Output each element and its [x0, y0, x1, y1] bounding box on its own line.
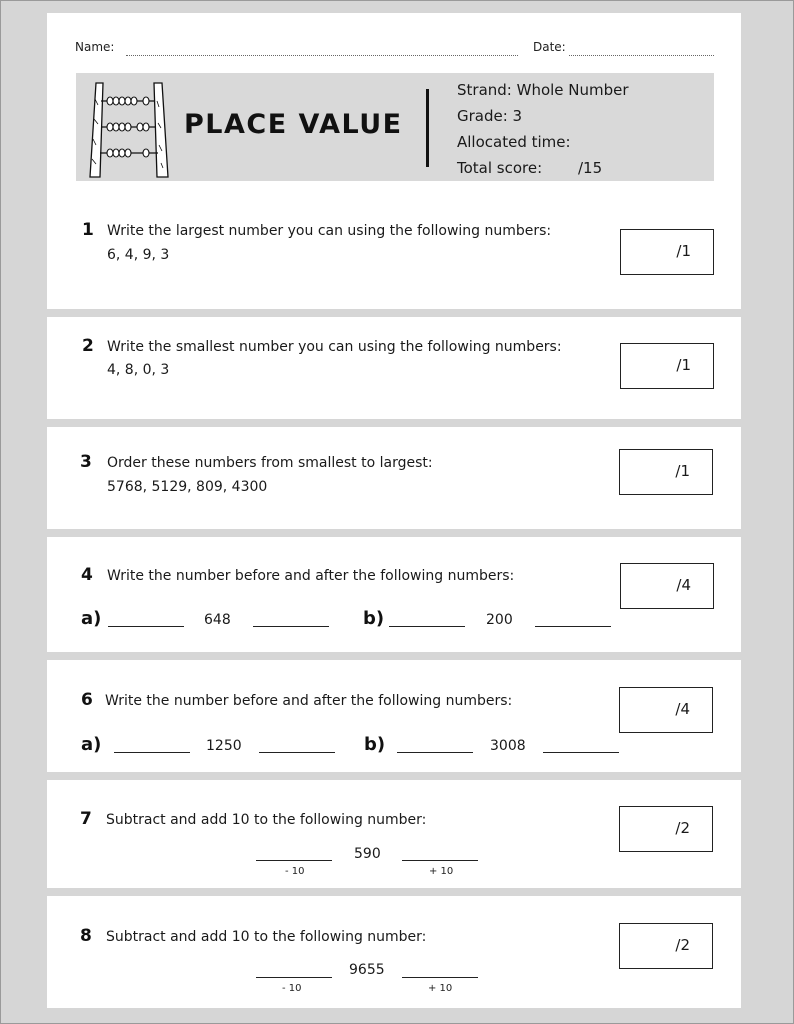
part-a-label: a): [81, 608, 102, 629]
given-number: 590: [354, 846, 381, 862]
answer-blank-plus[interactable]: [402, 860, 478, 861]
given-number: 9655: [349, 962, 385, 978]
score-value: /2: [675, 819, 690, 837]
question-text: Order these numbers from smallest to largest:: [107, 455, 433, 471]
minus-ten-label: - 10: [282, 983, 302, 994]
answer-blank-after-a[interactable]: [259, 752, 335, 753]
answer-blank-before-b[interactable]: [389, 626, 465, 627]
name-field[interactable]: [126, 55, 518, 56]
answer-blank-after-a[interactable]: [253, 626, 329, 627]
title-divider: [426, 89, 429, 167]
question-text: Write the number before and after the following numbers:: [107, 568, 515, 584]
score-box[interactable]: [619, 449, 713, 495]
plus-ten-label: + 10: [429, 866, 454, 877]
title-banner: [76, 73, 714, 181]
score-value: /2: [675, 936, 690, 954]
date-field[interactable]: [569, 55, 714, 56]
score-value: /4: [676, 576, 691, 594]
part-a-label: a): [81, 734, 102, 755]
part-a-number: 1250: [206, 738, 242, 754]
plus-ten-label: + 10: [428, 983, 453, 994]
score-box[interactable]: [620, 343, 714, 389]
worksheet-header-panel: [47, 13, 741, 309]
question-number: 6: [81, 690, 93, 710]
question-number: 3: [80, 452, 92, 472]
question-number: 8: [80, 926, 92, 946]
part-b-number: 3008: [490, 738, 526, 754]
score-value: /1: [676, 356, 691, 374]
score-value: /1: [676, 242, 691, 260]
question-panel-2: [47, 317, 741, 419]
question-panel-7: [47, 780, 741, 888]
score-box[interactable]: [620, 229, 714, 275]
question-number: 1: [82, 220, 94, 240]
answer-blank-before-a[interactable]: [108, 626, 184, 627]
allocated-time-text: Allocated time:: [457, 133, 571, 151]
total-score-value: /15: [578, 159, 603, 177]
question-text: Write the largest number you can using the following numbers:: [107, 223, 552, 239]
answer-blank-before-a[interactable]: [114, 752, 190, 753]
question-number: 4: [81, 565, 93, 585]
question-text: Write the number before and after the following numbers:: [105, 693, 513, 709]
name-label: Name:: [75, 40, 115, 54]
part-b-number: 200: [486, 612, 513, 628]
answer-blank-plus[interactable]: [402, 977, 478, 978]
score-box[interactable]: [620, 563, 714, 609]
total-score-label: Total score:: [457, 159, 543, 177]
grade-text: Grade: 3: [457, 107, 523, 125]
question-number: 2: [82, 336, 94, 356]
page-title: PLACE VALUE: [184, 109, 403, 140]
part-b-label: b): [363, 608, 385, 629]
question-panel-3: [47, 427, 741, 529]
minus-ten-label: - 10: [285, 866, 305, 877]
score-value: /4: [675, 700, 690, 718]
answer-blank-minus[interactable]: [256, 860, 332, 861]
date-label: Date:: [533, 40, 566, 54]
question-numbers: 6, 4, 9, 3: [107, 247, 170, 263]
part-b-label: b): [364, 734, 386, 755]
answer-blank-before-b[interactable]: [397, 752, 473, 753]
question-panel-8: [47, 896, 741, 1008]
strand-text: Strand: Whole Number: [457, 81, 629, 99]
question-text: Subtract and add 10 to the following number:: [106, 812, 427, 828]
part-a-number: 648: [204, 612, 231, 628]
abacus-icon: [88, 79, 170, 181]
answer-blank-minus[interactable]: [256, 977, 332, 978]
question-panel-6: [47, 660, 741, 772]
score-box[interactable]: [619, 806, 713, 852]
question-panel-4: [47, 537, 741, 652]
question-text: Subtract and add 10 to the following number:: [106, 929, 427, 945]
answer-blank-after-b[interactable]: [535, 626, 611, 627]
question-number: 7: [80, 809, 92, 829]
score-value: /1: [675, 462, 690, 480]
question-numbers: 5768, 5129, 809, 4300: [107, 479, 268, 495]
score-box[interactable]: [619, 923, 713, 969]
answer-blank-after-b[interactable]: [543, 752, 619, 753]
question-numbers: 4, 8, 0, 3: [107, 362, 170, 378]
question-text: Write the smallest number you can using the following numbers:: [107, 339, 562, 355]
score-box[interactable]: [619, 687, 713, 733]
